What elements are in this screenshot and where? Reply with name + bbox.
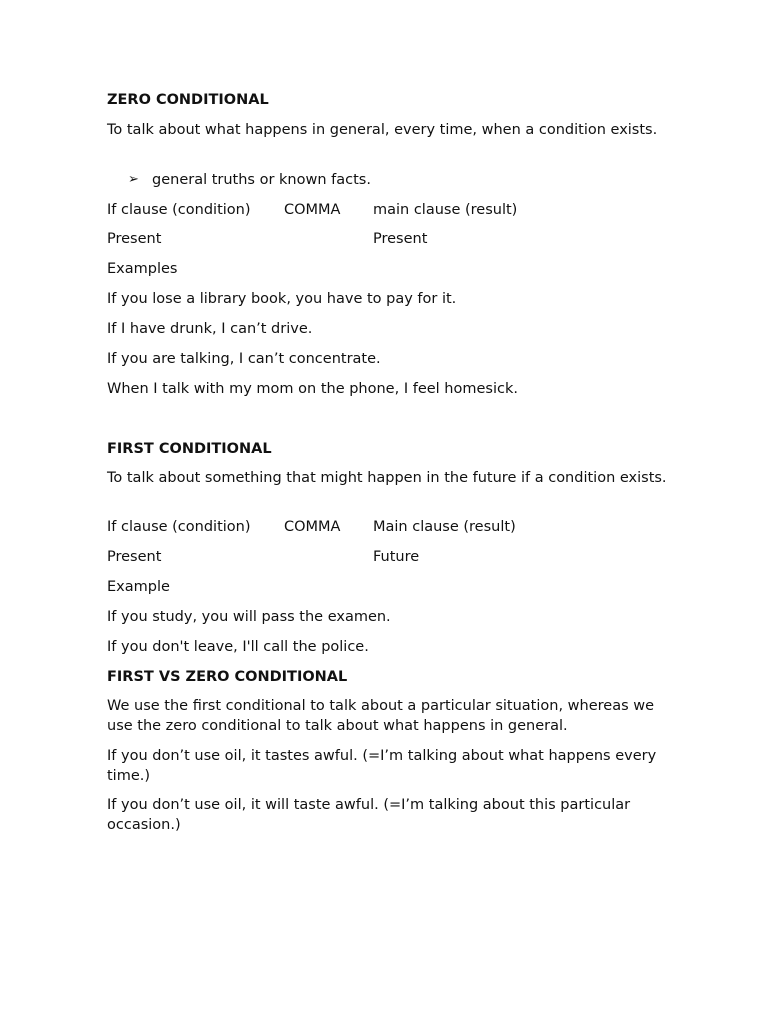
first-structure-main-clause: Main clause (result) — [373, 519, 516, 535]
zero-structure-if-clause: If clause (condition) — [107, 202, 251, 218]
first-structure-if-clause: If clause (condition) — [107, 519, 251, 535]
first-example: If you study, you will pass the examen. — [107, 609, 391, 625]
arrow-bullet-icon: ➢ — [128, 172, 139, 187]
first-vs-zero-heading: FIRST VS ZERO CONDITIONAL — [107, 669, 348, 685]
zero-example: When I talk with my mom on the phone, I feel homesick. — [107, 381, 518, 397]
first-vs-zero-paragraph: If you don’t use oil, it tastes awful. (=I’m talking about what happens every time.) — [107, 748, 657, 784]
first-conditional-heading: FIRST CONDITIONAL — [107, 441, 272, 457]
first-structure-comma: COMMA — [284, 519, 341, 535]
zero-conditional-bullet: general truths or known facts. — [152, 172, 371, 188]
first-conditional-intro: To talk about something that might happen in the future if a condition exists. — [107, 470, 667, 486]
first-vs-zero-paragraph: We use the first conditional to talk about a particular situation, whereas we use the zero conditional to talk about what happens in general. — [107, 698, 655, 734]
zero-example: If you lose a library book, you have to pay for it. — [107, 291, 457, 307]
zero-structure-main-clause: main clause (result) — [373, 202, 518, 218]
zero-examples-label: Examples — [107, 261, 178, 277]
zero-tense-if-clause: Present — [107, 231, 162, 247]
first-tense-main-clause: Future — [373, 549, 420, 565]
zero-structure-comma: COMMA — [284, 202, 341, 218]
zero-conditional-intro: To talk about what happens in general, every time, when a condition exists. — [107, 122, 658, 138]
first-tense-if-clause: Present — [107, 549, 162, 565]
zero-example: If I have drunk, I can’t drive. — [107, 321, 313, 337]
first-example: If you don't leave, I'll call the police. — [107, 639, 369, 655]
zero-tense-main-clause: Present — [373, 231, 428, 247]
zero-conditional-heading: ZERO CONDITIONAL — [107, 92, 269, 108]
first-vs-zero-paragraph: If you don’t use oil, it will taste awful. (=I’m talking about this particular occasion.) — [107, 797, 631, 833]
first-examples-label: Example — [107, 579, 170, 595]
zero-example: If you are talking, I can’t concentrate. — [107, 351, 381, 367]
